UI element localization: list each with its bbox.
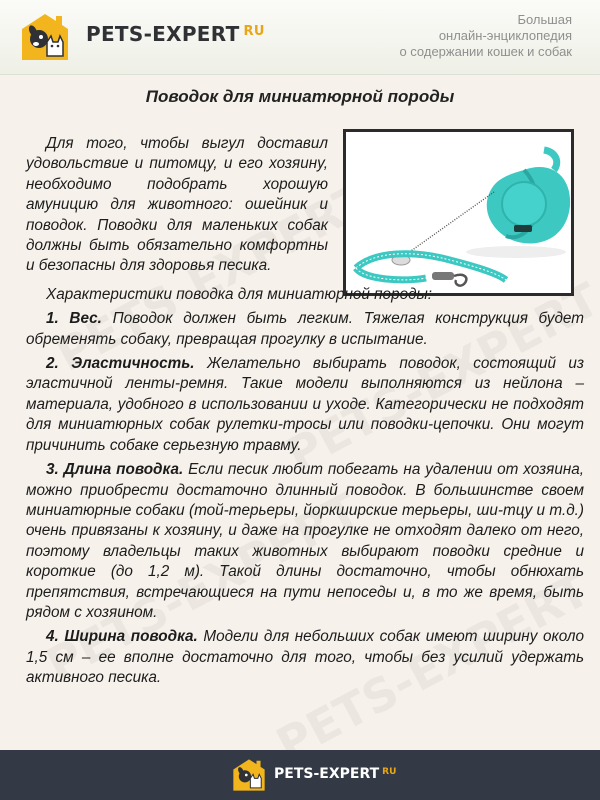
brand-suffix: RU xyxy=(243,24,265,39)
characteristic-text: Если песик любит побегать на удалении от хозяина, можно приобрести достаточно длинный поводок. В большинстве своем миниатюрные собаки (той-терьеры, йоркширские терьеры, ши-тцу и т.д.) очень привязаны к хозяину, и даже на прогулке не отходят далеко от него, поэтому владельцы таких животных выбирают поводки средние и короткие (до 1,2 м). Такой длины достаточно, чтобы обнюхать препятствия, встречающиеся на пути непоседы и, в то же время, быть рядом с хозяином. xyxy=(26,461,585,621)
characteristic-term: 2. Эластичность. xyxy=(46,355,195,373)
characteristic-item xyxy=(26,627,584,688)
article-title: Поводок для миниатюрной породы xyxy=(145,87,455,106)
characteristic-term: 3. Длина поводка. xyxy=(46,461,184,479)
brand-name[interactable]: PETS-EXPERT $^{RU}$ xyxy=(86,22,265,46)
footer-brand[interactable]: PETS-EXPERT $^{RU}$ xyxy=(274,766,397,782)
characteristic-text: Поводок должен быть легким. Тяжелая конструкция будет обременять собаку, превращая прогулку в испытание. xyxy=(26,310,584,348)
site-footer xyxy=(0,750,600,800)
tagline-line: Большая xyxy=(517,12,572,27)
characteristic-item xyxy=(26,354,584,456)
brand-suffix: RU xyxy=(382,767,397,777)
characteristic-term: 1. Вес. xyxy=(46,310,102,328)
characteristic-text: Желательно выбирать поводок, состоящий из эластичной ленты-ремня. Такие модели выполняются из нейлона – материала, удобного в использовании и уходе. Категорически не подходят для миниатюрных собак рулетки-тросы или поводки-цепочки. Они могут причинить собаке серьезную травму. xyxy=(26,355,585,454)
pets-logo-icon[interactable] xyxy=(232,758,266,792)
characteristic-item xyxy=(26,460,584,623)
article-body xyxy=(26,134,584,693)
characteristic-item xyxy=(26,309,584,350)
characteristic-text: Модели для небольших собак имеют ширину около 1,5 см – ее вполне достаточно для того, чтобы без усилий удержать активного песика. xyxy=(26,628,584,687)
pets-logo-icon[interactable] xyxy=(20,12,70,62)
intro-paragraph: Для того, чтобы выгул доставил удовольствие и питомцу, и его хозяину, необходимо подобрать хорошую амуницию для животного: ошейник и поводок. Поводки для маленьких собак должны быть обязательно комфортны и безопасны для здоровья песика. xyxy=(26,135,328,275)
characteristic-term: 4. Ширина поводка. xyxy=(46,628,198,646)
tagline-line: онлайн-энциклопедия xyxy=(438,28,572,43)
site-tagline xyxy=(399,12,572,60)
site-header xyxy=(0,0,600,75)
characteristics-heading: Характеристики поводка для миниатюрной породы: xyxy=(46,285,433,303)
tagline-line: о содержании кошек и собак xyxy=(399,44,572,59)
